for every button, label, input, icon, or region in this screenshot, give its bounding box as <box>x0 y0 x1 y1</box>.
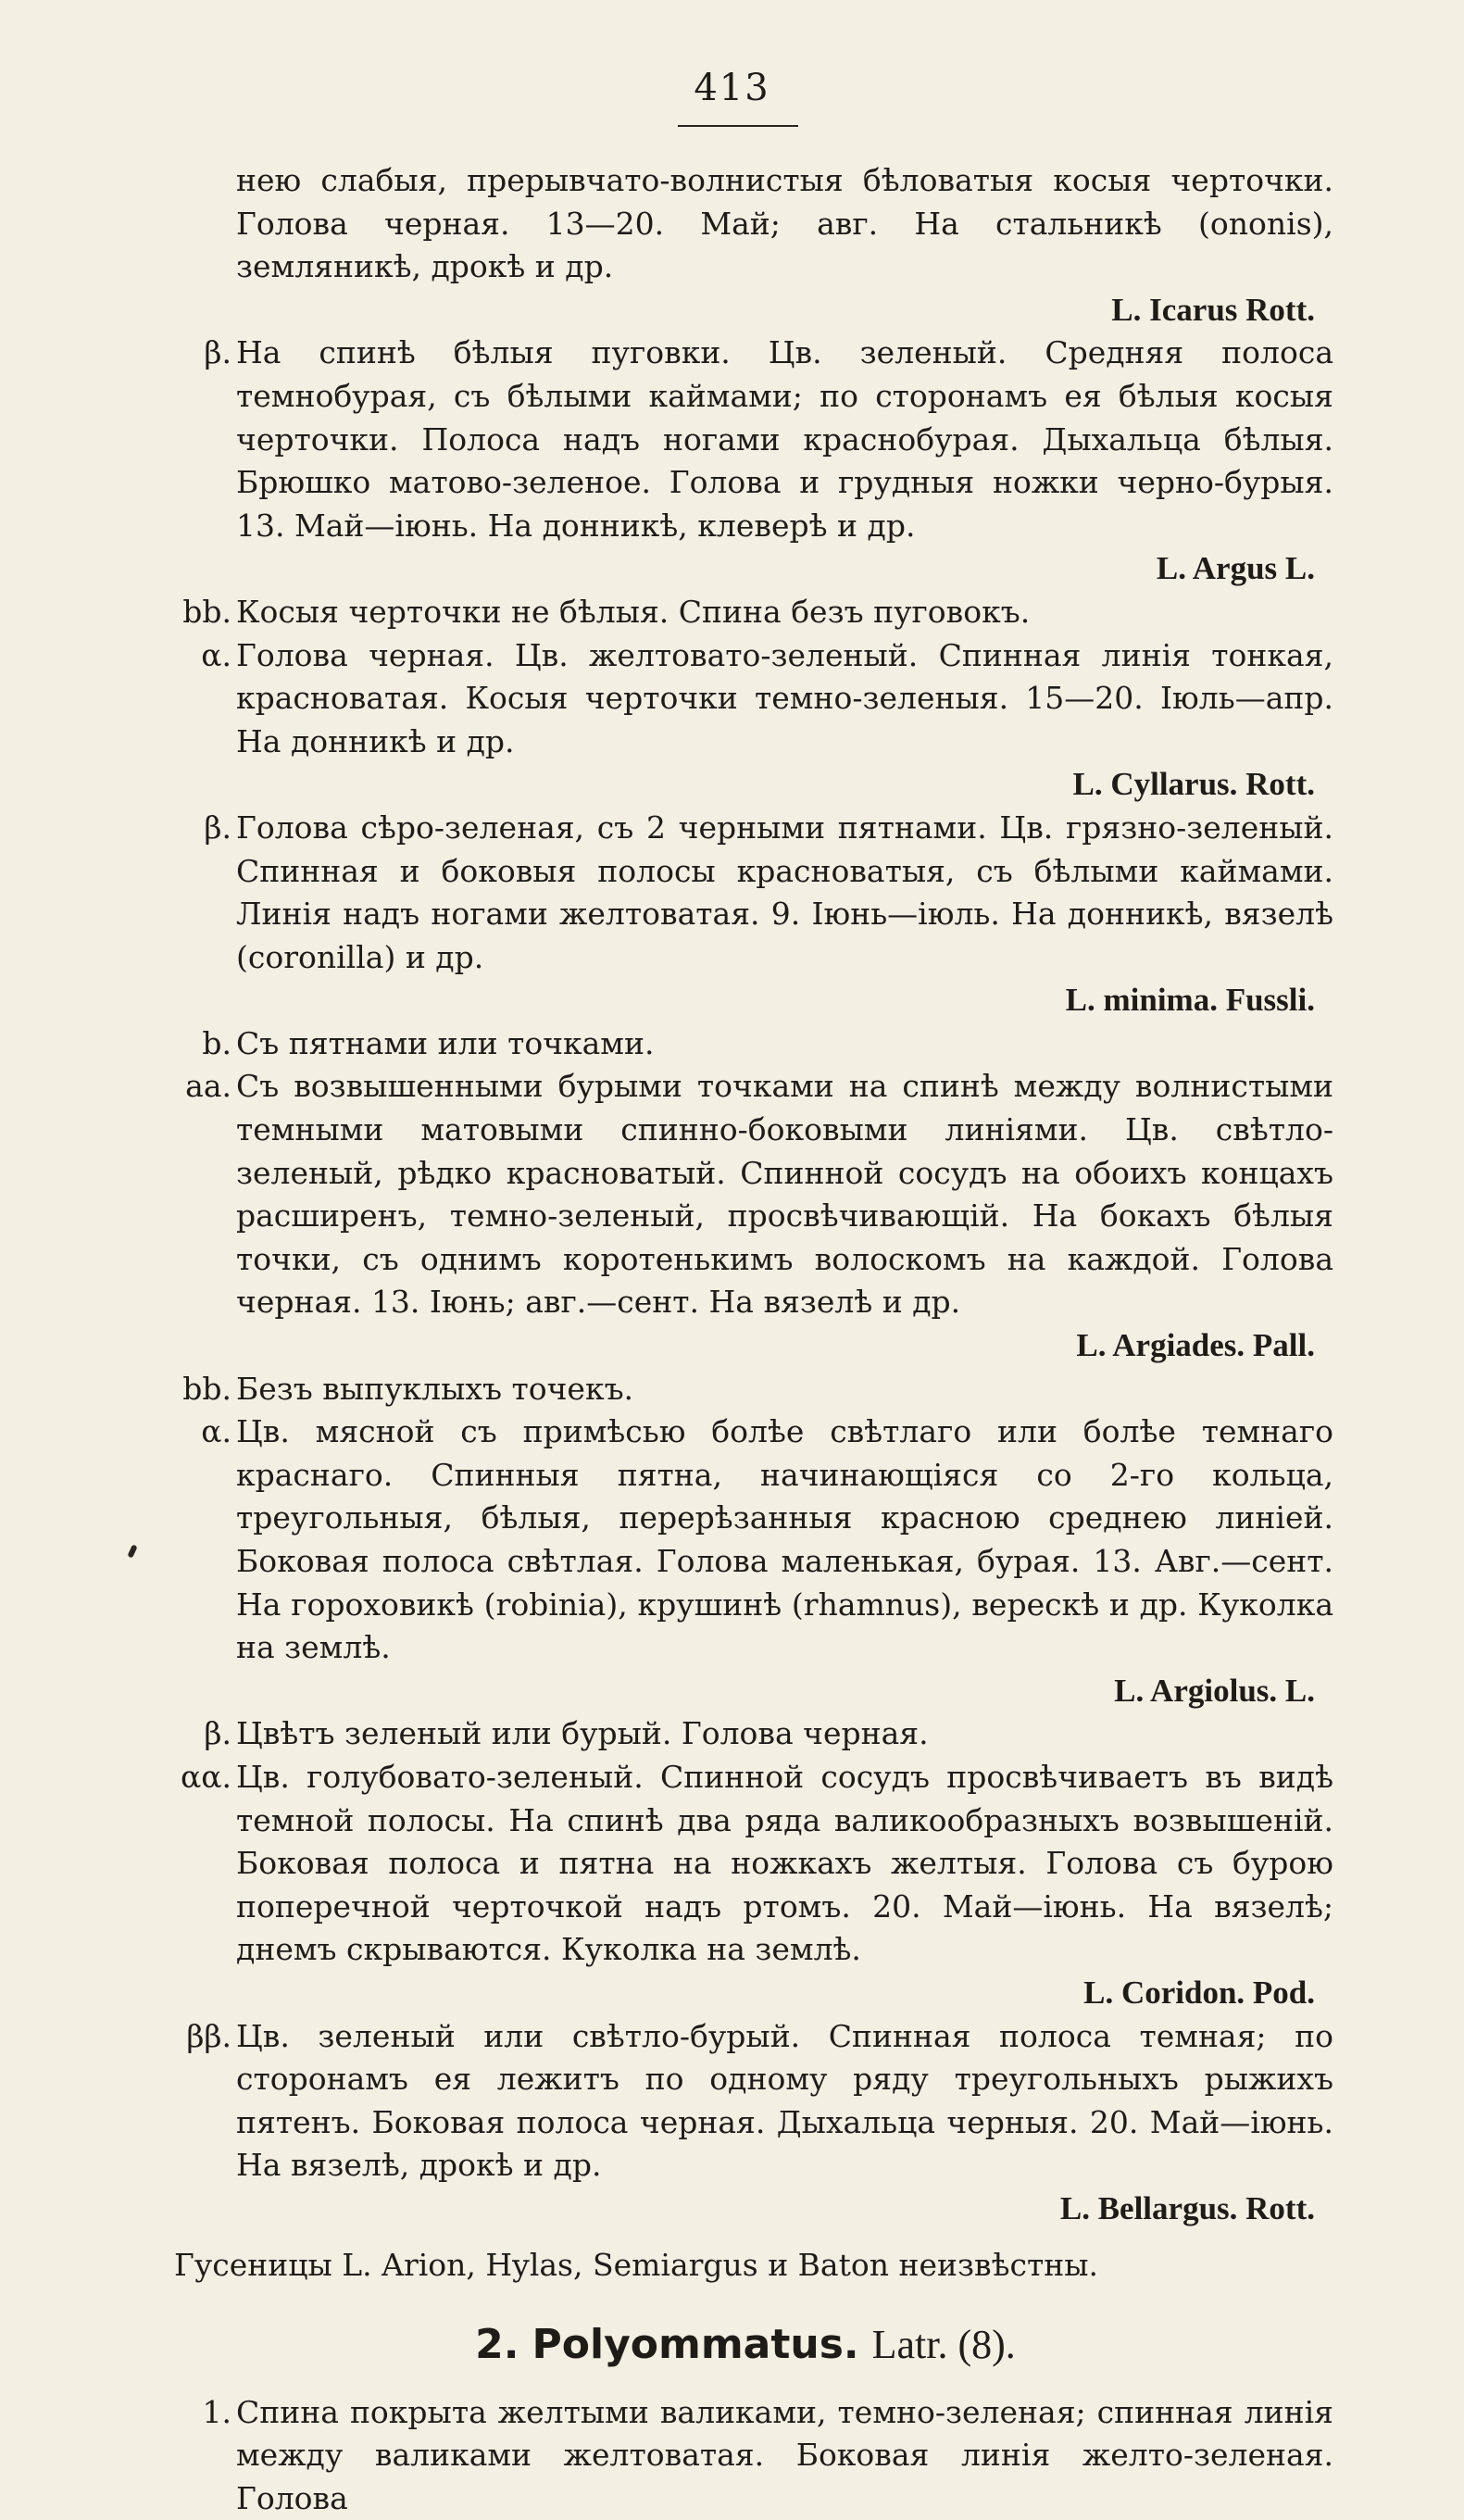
species-author: L. Argiolus. L. <box>1114 1672 1315 1709</box>
entry-text: Косыя черточки не бѣлыя. Спина безъ пуговокъ. <box>236 593 1031 630</box>
entry-text: Цв. зеленый или свѣтло-бурый. Спинная полоса темная; по сторонамъ ея лежитъ по одному ряду треугольныхъ рыжихъ пятенъ. Боковая полоса черная. Дыхальца черныя. 20. Май—іюнь. На вязелѣ, дрокѣ и др. <box>236 2017 1333 2184</box>
key-entry <box>157 591 1333 634</box>
key-entry <box>157 1712 1333 1756</box>
entry-marker: aa. <box>185 1068 231 1105</box>
section-heading <box>157 2321 1333 2369</box>
species-author: L. Icarus Rott. <box>1111 291 1315 328</box>
key-entry <box>157 1065 1333 1367</box>
entry-text: Съ возвышенными бурыми точками на спинѣ между волнистыми темными матовыми спинно-боковыми линіями. Цв. свѣтло-зеленый, рѣдко красноватый. Спинной сосудъ на обоихъ концахъ расширенъ, темно-зеленый, просвѣчивающій. На бокахъ бѣлыя точки, съ однимъ коротенькимъ волоскомъ на каждой. Голова черная. 13. Іюнь; авг.—сент. На вязелѣ и др. <box>236 1068 1333 1321</box>
entry-marker: α. <box>201 636 231 673</box>
entry-text: Безъ выпуклыхъ точекъ. <box>236 1370 634 1407</box>
entry-marker: α. <box>201 1413 231 1450</box>
entry-marker: bb. <box>182 1370 231 1407</box>
entry-text: На спинѣ бѣлыя пуговки. Цв. зеленый. Средняя полоса темнобурая, съ бѣлыми каймами; по сторонамъ ея бѣлыя косыя черточки. Полоса надъ ногами краснобурая. Дыхальца бѣлыя. Брюшко матово-зеленое. Голова и грудныя ножки черно-бурыя. 13. Май—іюнь. На донникѣ, клеверѣ и др. <box>236 334 1333 544</box>
entry-marker: b. <box>202 1024 231 1061</box>
page-number: 413 <box>694 67 770 109</box>
page-text <box>157 159 1333 2520</box>
unknown-caterpillars-note: Гусеницы L. Arion, Hylas, Semiargus и Baton неизвѣстны. <box>174 2246 1098 2283</box>
species-author: L. minima. Fussli. <box>1065 982 1315 1019</box>
genus-name: Polyommatus. <box>532 2321 859 2369</box>
entry-marker: β. <box>204 334 231 371</box>
species-author: L. Argiades. Pall. <box>1076 1327 1315 1364</box>
key-entry <box>157 159 1333 332</box>
entry-marker: αα. <box>180 1758 231 1795</box>
entry-marker: β. <box>204 809 231 846</box>
species-author: L. Bellargus. Rott. <box>1059 2189 1315 2226</box>
entry-text: Голова сѣро-зеленая, съ 2 черными пятнами. Цв. грязно-зеленый. Спинная и боковыя полосы красноватыя, съ бѣлыми каймами. Линія надъ ногами желтоватая. 9. Іюнь—іюль. На донникѣ, вязелѣ (coronilla) и др. <box>236 809 1333 975</box>
entry-marker: ββ. <box>186 2017 231 2054</box>
key-entry <box>157 1022 1333 1066</box>
key-entry <box>157 332 1333 591</box>
key-entry <box>157 1410 1333 1712</box>
entry-text: Цв. голубовато-зеленый. Спинной сосудъ просвѣчиваетъ въ видѣ темной полосы. На спинѣ два ряда валикообразныхъ возвышеній. Боковая полоса и пятна на ножкахъ желтыя. Голова съ бурою поперечной черточкой надъ ртомъ. 20. Май—іюнь. На вязелѣ; днемъ скрываются. Куколка на землѣ. <box>236 1758 1333 1968</box>
species-author: L. Argus L. <box>1156 550 1315 587</box>
key-entry <box>157 1756 1333 2015</box>
entry-text: Цвѣтъ зеленый или бурый. Голова черная. <box>236 1715 929 1752</box>
entry-text: Спина покрыта желтыми валиками, темно-зеленая; спинная линія между валиками желтоватая. Боковая линія желто-зеленая. Голова <box>236 2393 1333 2516</box>
entry-text: нею слабыя, прерывчато-волнистыя бѣловатыя косыя черточки. Голова черная. 13—20. Май; авг. На стальникѣ (ononis), земляникѣ, дрокѣ и др. <box>236 162 1333 285</box>
entry-text: Съ пятнами или точками. <box>236 1024 655 1061</box>
key-entry <box>157 2015 1333 2231</box>
key-entry <box>157 1368 1333 1411</box>
ink-speck <box>127 1544 137 1558</box>
key-entry <box>157 807 1333 1022</box>
section-number: 2. <box>475 2321 519 2369</box>
species-author: L. Coridon. Pod. <box>1083 1974 1315 2011</box>
genus-author: Latr. (8). <box>871 2322 1016 2368</box>
entry-text: Цв. мясной съ примѣсью болѣе свѣтлаго или болѣе темнаго краснаго. Спинныя пятна, начинающіяся со 2-го кольца, треугольныя, бѣлыя, перерѣзанныя красною среднею линіей. Боковая полоса свѣтлая. Голова маленькая, бурая. 13. Авг.—сент. На гороховикѣ (robinia), крушинѣ (rhamnus), верескѣ и др. Куколка на землѣ. <box>236 1413 1333 1666</box>
key-entry <box>157 2391 1333 2520</box>
entry-marker: bb. <box>182 593 231 630</box>
entry-marker: β. <box>204 1715 231 1752</box>
species-author: L. Cyllarus. Rott. <box>1072 766 1315 803</box>
entry-marker: 1. <box>202 2393 231 2430</box>
key-entry <box>157 634 1333 807</box>
entry-text: Голова черная. Цв. желтовато-зеленый. Спинная линія тонкая, красноватая. Косыя черточки темно-зеленыя. 15—20. Іюль—апр. На донникѣ и др. <box>236 636 1333 759</box>
header-rule <box>678 125 798 127</box>
